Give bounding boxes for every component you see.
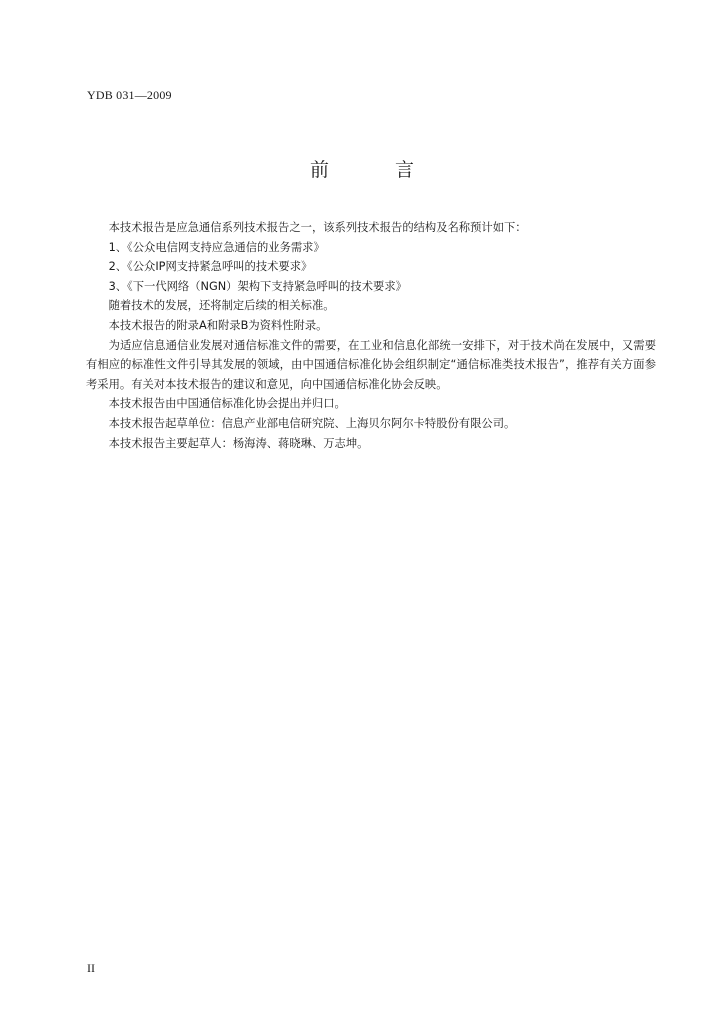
list-item: 2、《公众IP网支持紧急呼叫的技术要求》: [108, 260, 313, 274]
paragraph: 本技术报告起草单位：信息产业部电信研究院、上海贝尔阿尔卡特股份有限公司。: [108, 416, 516, 430]
list-item: 3、《下一代网络（NGN）架构下支持紧急呼叫的技术要求》: [108, 279, 407, 293]
paragraph: 本技术报告是应急通信系列技术报告之一，该系列技术报告的结构及名称预计如下：: [108, 221, 527, 234]
paragraph: 本技术报告主要起草人：杨海涛、蒋晓琳、万志坤。: [108, 436, 369, 450]
section-title: 前 言: [309, 159, 445, 181]
paragraph: 为适应信息通信业发展对通信标准文件的需要，在工业和信息化部统一安排下，对于技术尚在发展中，又需要有相应的标准性文件引导其发展的领域，由中国通信标准化协会组织制定“通信标准类技术报告”，推荐有关方面参考采用。有关对本技术报告的建议和意见，向中国通信标准化协会反映。: [86, 338, 656, 391]
document-code: YDB 031—2009: [87, 88, 172, 102]
paragraph: 本技术报告由中国通信标准化协会提出并归口。: [108, 397, 346, 411]
body-text: [86, 218, 656, 453]
list-item: 1、《公众电信网支持应急通信的业务需求》: [108, 240, 325, 254]
paragraph: 随着技术的发展，还将制定后续的相关标准。: [108, 299, 335, 313]
page-number: II: [87, 961, 95, 975]
paragraph: 本技术报告的附录A和附录B为资料性附录。: [108, 318, 328, 332]
